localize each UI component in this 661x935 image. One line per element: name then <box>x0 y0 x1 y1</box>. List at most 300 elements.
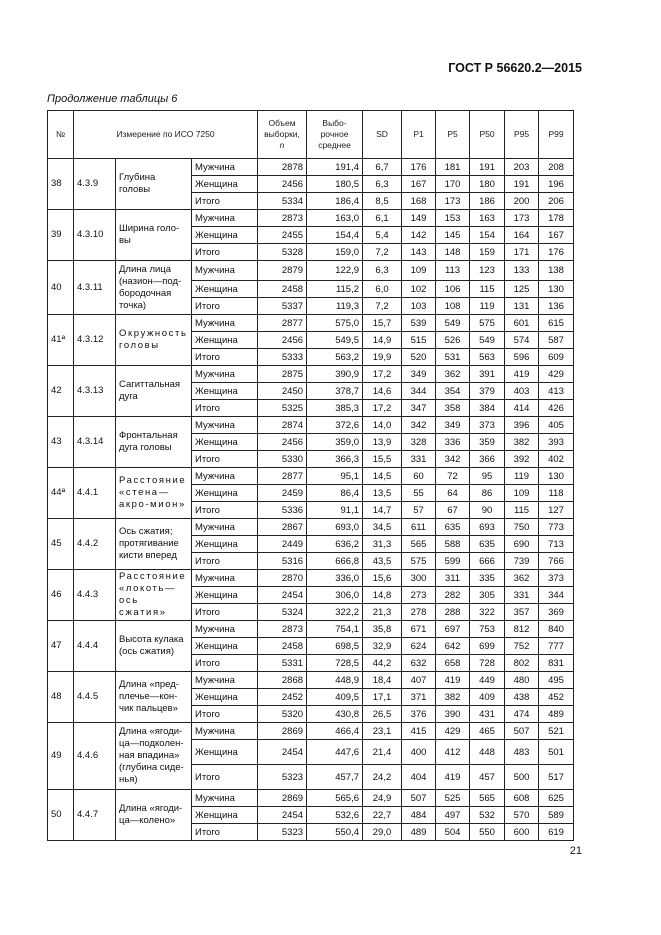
value-mean: 565,6 <box>307 790 363 807</box>
value-p99: 615 <box>539 315 574 332</box>
row-number: 50 <box>48 790 74 841</box>
value-sd: 8,5 <box>363 193 402 210</box>
value-n: 2458 <box>258 638 307 655</box>
value-p95: 396 <box>505 417 539 434</box>
value-sd: 15,7 <box>363 315 402 332</box>
value-p5: 67 <box>436 502 470 519</box>
iso-code: 4.3.14 <box>74 417 116 468</box>
value-p1: 520 <box>402 349 436 366</box>
value-p95: 171 <box>505 244 539 261</box>
value-n: 5328 <box>258 244 307 261</box>
value-mean: 359,0 <box>307 434 363 451</box>
value-p50: 693 <box>470 519 505 536</box>
value-p5: 349 <box>436 417 470 434</box>
value-mean: 322,2 <box>307 604 363 621</box>
value-mean: 457,7 <box>307 765 363 790</box>
col-header-p99: P99 <box>539 111 574 159</box>
value-p99: 713 <box>539 536 574 553</box>
value-p99: 402 <box>539 451 574 468</box>
value-p1: 143 <box>402 244 436 261</box>
value-p1: 60 <box>402 468 436 485</box>
value-mean: 563,2 <box>307 349 363 366</box>
value-p50: 163 <box>470 210 505 227</box>
value-n: 5316 <box>258 553 307 570</box>
value-p1: 632 <box>402 655 436 672</box>
sex-group: Мужчина <box>192 468 258 485</box>
value-mean: 430,8 <box>307 706 363 723</box>
value-n: 2456 <box>258 332 307 349</box>
value-mean: 191,4 <box>307 159 363 176</box>
iso-code: 4.3.10 <box>74 210 116 261</box>
value-p1: 539 <box>402 315 436 332</box>
value-p95: 752 <box>505 638 539 655</box>
value-sd: 24,9 <box>363 790 402 807</box>
value-mean: 575,0 <box>307 315 363 332</box>
value-p5: 599 <box>436 553 470 570</box>
value-p50: 379 <box>470 383 505 400</box>
value-n: 5325 <box>258 400 307 417</box>
value-sd: 13,5 <box>363 485 402 502</box>
value-p95: 164 <box>505 227 539 244</box>
value-sd: 5,4 <box>363 227 402 244</box>
value-p95: 382 <box>505 434 539 451</box>
value-p95: 601 <box>505 315 539 332</box>
sex-group: Женщина <box>192 807 258 824</box>
value-p50: 550 <box>470 824 505 841</box>
col-header-sample-size: Объем выборки, n <box>258 111 307 159</box>
value-n: 2874 <box>258 417 307 434</box>
value-mean: 385,3 <box>307 400 363 417</box>
value-p95: 802 <box>505 655 539 672</box>
value-sd: 14,7 <box>363 502 402 519</box>
value-p5: 72 <box>436 468 470 485</box>
value-p50: 699 <box>470 638 505 655</box>
table-row <box>48 417 574 434</box>
table-row <box>48 159 574 176</box>
value-p1: 611 <box>402 519 436 536</box>
value-p50: 335 <box>470 570 505 587</box>
value-p95: 500 <box>505 765 539 790</box>
col-header-no: № <box>48 111 74 159</box>
sex-group: Женщина <box>192 227 258 244</box>
value-p99: 521 <box>539 723 574 740</box>
sex-group: Женщина <box>192 434 258 451</box>
value-sd: 6,1 <box>363 210 402 227</box>
value-p99: 429 <box>539 366 574 383</box>
iso-code: 4.4.5 <box>74 672 116 723</box>
value-sd: 19,9 <box>363 349 402 366</box>
value-p5: 113 <box>436 261 470 281</box>
value-p99: 393 <box>539 434 574 451</box>
value-p5: 148 <box>436 244 470 261</box>
value-mean: 154,4 <box>307 227 363 244</box>
row-number: 42 <box>48 366 74 417</box>
value-p95: 419 <box>505 366 539 383</box>
value-p50: 635 <box>470 536 505 553</box>
value-p50: 384 <box>470 400 505 417</box>
value-sd: 14,9 <box>363 332 402 349</box>
value-p1: 331 <box>402 451 436 468</box>
value-p99: 344 <box>539 587 574 604</box>
value-p99: 196 <box>539 176 574 193</box>
value-p5: 108 <box>436 298 470 315</box>
value-mean: 336,0 <box>307 570 363 587</box>
value-p99: 489 <box>539 706 574 723</box>
value-p99: 130 <box>539 281 574 298</box>
value-mean: 378,7 <box>307 383 363 400</box>
value-p1: 55 <box>402 485 436 502</box>
value-mean: 728,5 <box>307 655 363 672</box>
row-number: 39 <box>48 210 74 261</box>
value-p50: 90 <box>470 502 505 519</box>
col-header-p50: P50 <box>470 111 505 159</box>
value-p99: 495 <box>539 672 574 689</box>
value-mean: 532,6 <box>307 807 363 824</box>
value-p50: 449 <box>470 672 505 689</box>
sex-group: Мужчина <box>192 315 258 332</box>
value-p50: 563 <box>470 349 505 366</box>
value-p5: 642 <box>436 638 470 655</box>
value-sd: 14,5 <box>363 468 402 485</box>
value-p99: 405 <box>539 417 574 434</box>
value-mean: 666,8 <box>307 553 363 570</box>
value-sd: 44,2 <box>363 655 402 672</box>
value-p5: 697 <box>436 621 470 638</box>
value-p5: 181 <box>436 159 470 176</box>
value-p1: 103 <box>402 298 436 315</box>
measurement-name: Расстояние «локоть—ось сжатия» <box>116 570 192 621</box>
value-p95: 480 <box>505 672 539 689</box>
sex-group: Мужчина <box>192 366 258 383</box>
value-n: 5334 <box>258 193 307 210</box>
value-p95: 133 <box>505 261 539 281</box>
value-p5: 531 <box>436 349 470 366</box>
value-n: 2879 <box>258 261 307 281</box>
iso-code: 4.4.7 <box>74 790 116 841</box>
table-body <box>48 159 574 841</box>
value-mean: 636,2 <box>307 536 363 553</box>
value-p50: 549 <box>470 332 505 349</box>
value-p95: 608 <box>505 790 539 807</box>
sex-group: Мужчина <box>192 672 258 689</box>
value-p5: 390 <box>436 706 470 723</box>
value-n: 5320 <box>258 706 307 723</box>
value-n: 2873 <box>258 210 307 227</box>
value-n: 2877 <box>258 468 307 485</box>
sex-group: Женщина <box>192 689 258 706</box>
value-p95: 109 <box>505 485 539 502</box>
value-p99: 118 <box>539 485 574 502</box>
value-p99: 136 <box>539 298 574 315</box>
value-mean: 91,1 <box>307 502 363 519</box>
sex-group: Мужчина <box>192 790 258 807</box>
table-row <box>48 210 574 227</box>
value-p50: 753 <box>470 621 505 638</box>
value-p50: 359 <box>470 434 505 451</box>
value-p95: 690 <box>505 536 539 553</box>
value-p5: 658 <box>436 655 470 672</box>
value-p99: 127 <box>539 502 574 519</box>
sex-group: Мужчина <box>192 723 258 740</box>
measurement-name: Длина лица (назион—под-бородочная точка) <box>116 261 192 315</box>
value-n: 2873 <box>258 621 307 638</box>
sex-group: Мужчина <box>192 210 258 227</box>
value-p99: 773 <box>539 519 574 536</box>
value-p99: 517 <box>539 765 574 790</box>
value-n: 2449 <box>258 536 307 553</box>
value-p50: 119 <box>470 298 505 315</box>
value-n: 5336 <box>258 502 307 519</box>
value-p1: 371 <box>402 689 436 706</box>
value-n: 2456 <box>258 434 307 451</box>
value-sd: 17,2 <box>363 366 402 383</box>
measurement-name: Сагиттальная дуга <box>116 366 192 417</box>
sex-group: Мужчина <box>192 261 258 281</box>
row-number: 43 <box>48 417 74 468</box>
value-p99: 452 <box>539 689 574 706</box>
value-p50: 191 <box>470 159 505 176</box>
value-sd: 15,5 <box>363 451 402 468</box>
value-p95: 357 <box>505 604 539 621</box>
value-p50: 159 <box>470 244 505 261</box>
value-n: 2870 <box>258 570 307 587</box>
value-n: 2456 <box>258 176 307 193</box>
value-p95: 125 <box>505 281 539 298</box>
sex-group: Мужчина <box>192 621 258 638</box>
value-mean: 366,3 <box>307 451 363 468</box>
value-p50: 532 <box>470 807 505 824</box>
value-n: 2878 <box>258 159 307 176</box>
sex-group: Женщина <box>192 740 258 765</box>
value-p1: 344 <box>402 383 436 400</box>
value-p99: 369 <box>539 604 574 621</box>
row-number: 46 <box>48 570 74 621</box>
value-p50: 322 <box>470 604 505 621</box>
value-mean: 95,1 <box>307 468 363 485</box>
value-p1: 489 <box>402 824 436 841</box>
value-p99: 625 <box>539 790 574 807</box>
anthropometric-table <box>47 110 574 841</box>
value-sd: 7,2 <box>363 298 402 315</box>
value-mean: 186,4 <box>307 193 363 210</box>
iso-code: 4.4.4 <box>74 621 116 672</box>
value-n: 2450 <box>258 383 307 400</box>
sex-group: Итого <box>192 400 258 417</box>
value-mean: 549,5 <box>307 332 363 349</box>
value-n: 2869 <box>258 790 307 807</box>
value-sd: 21,4 <box>363 740 402 765</box>
table-row <box>48 570 574 587</box>
value-n: 2454 <box>258 807 307 824</box>
value-p95: 173 <box>505 210 539 227</box>
sex-group: Итого <box>192 655 258 672</box>
value-mean: 698,5 <box>307 638 363 655</box>
sex-group: Итого <box>192 765 258 790</box>
value-p99: 831 <box>539 655 574 672</box>
table-row <box>48 519 574 536</box>
iso-code: 4.4.3 <box>74 570 116 621</box>
sex-group: Итого <box>192 349 258 366</box>
value-p99: 777 <box>539 638 574 655</box>
sex-group: Женщина <box>192 281 258 298</box>
table-row <box>48 672 574 689</box>
value-p1: 300 <box>402 570 436 587</box>
sex-group: Итого <box>192 553 258 570</box>
row-number: 40 <box>48 261 74 315</box>
value-p5: 153 <box>436 210 470 227</box>
value-p1: 415 <box>402 723 436 740</box>
value-p50: 465 <box>470 723 505 740</box>
table-header-row <box>48 111 574 159</box>
sex-group: Итого <box>192 193 258 210</box>
value-p1: 278 <box>402 604 436 621</box>
page-number: 21 <box>569 845 582 857</box>
value-p5: 419 <box>436 765 470 790</box>
value-p99: 138 <box>539 261 574 281</box>
value-p95: 119 <box>505 468 539 485</box>
value-p1: 515 <box>402 332 436 349</box>
value-p99: 426 <box>539 400 574 417</box>
sex-group: Итого <box>192 244 258 261</box>
document-header: ГОСТ Р 56620.2—2015 <box>448 61 582 75</box>
value-sd: 29,0 <box>363 824 402 841</box>
sex-group: Итого <box>192 298 258 315</box>
value-p50: 457 <box>470 765 505 790</box>
table-row <box>48 261 574 281</box>
value-p1: 671 <box>402 621 436 638</box>
value-p99: 167 <box>539 227 574 244</box>
value-p1: 176 <box>402 159 436 176</box>
value-p1: 575 <box>402 553 436 570</box>
value-p1: 102 <box>402 281 436 298</box>
col-header-p1: P1 <box>402 111 436 159</box>
value-p5: 588 <box>436 536 470 553</box>
value-n: 5323 <box>258 765 307 790</box>
value-n: 2454 <box>258 587 307 604</box>
value-p99: 130 <box>539 468 574 485</box>
value-p95: 507 <box>505 723 539 740</box>
value-p5: 354 <box>436 383 470 400</box>
value-p1: 484 <box>402 807 436 824</box>
value-p5: 311 <box>436 570 470 587</box>
value-n: 2867 <box>258 519 307 536</box>
value-mean: 119,3 <box>307 298 363 315</box>
value-sd: 35,8 <box>363 621 402 638</box>
value-p1: 109 <box>402 261 436 281</box>
table-row <box>48 468 574 485</box>
value-p1: 342 <box>402 417 436 434</box>
value-p95: 739 <box>505 553 539 570</box>
sex-group: Итого <box>192 604 258 621</box>
value-p50: 123 <box>470 261 505 281</box>
measurement-name: Ширина голо-вы <box>116 210 192 261</box>
value-sd: 6,0 <box>363 281 402 298</box>
measurement-name: Окружность головы <box>116 315 192 366</box>
value-p95: 596 <box>505 349 539 366</box>
value-p50: 565 <box>470 790 505 807</box>
value-mean: 163,0 <box>307 210 363 227</box>
value-p5: 504 <box>436 824 470 841</box>
value-n: 5337 <box>258 298 307 315</box>
value-n: 5323 <box>258 824 307 841</box>
value-sd: 18,4 <box>363 672 402 689</box>
value-p99: 178 <box>539 210 574 227</box>
measurement-name: Длина «ягоди-ца—подколен-ная впадина» (глубина сиде-нья) <box>116 723 192 790</box>
value-sd: 13,9 <box>363 434 402 451</box>
sex-group: Мужчина <box>192 570 258 587</box>
value-p5: 497 <box>436 807 470 824</box>
value-mean: 448,9 <box>307 672 363 689</box>
iso-code: 4.3.11 <box>74 261 116 315</box>
value-p50: 728 <box>470 655 505 672</box>
measurement-name: Фронтальная дуга головы <box>116 417 192 468</box>
table-row <box>48 315 574 332</box>
value-p1: 149 <box>402 210 436 227</box>
value-mean: 550,4 <box>307 824 363 841</box>
value-p95: 750 <box>505 519 539 536</box>
row-number: 41ª <box>48 315 74 366</box>
value-p5: 336 <box>436 434 470 451</box>
table-row <box>48 366 574 383</box>
value-sd: 14,8 <box>363 587 402 604</box>
value-p1: 167 <box>402 176 436 193</box>
value-n: 5331 <box>258 655 307 672</box>
value-p1: 142 <box>402 227 436 244</box>
value-p50: 373 <box>470 417 505 434</box>
value-p5: 282 <box>436 587 470 604</box>
value-p95: 131 <box>505 298 539 315</box>
value-p95: 483 <box>505 740 539 765</box>
value-n: 2454 <box>258 740 307 765</box>
value-p1: 407 <box>402 672 436 689</box>
value-p95: 570 <box>505 807 539 824</box>
value-p95: 812 <box>505 621 539 638</box>
value-mean: 180,5 <box>307 176 363 193</box>
value-sd: 32,9 <box>363 638 402 655</box>
value-p5: 64 <box>436 485 470 502</box>
value-p5: 106 <box>436 281 470 298</box>
value-p50: 154 <box>470 227 505 244</box>
value-p95: 331 <box>505 587 539 604</box>
sex-group: Мужчина <box>192 417 258 434</box>
col-header-p95: P95 <box>505 111 539 159</box>
value-sd: 6,3 <box>363 176 402 193</box>
value-sd: 43,5 <box>363 553 402 570</box>
value-p99: 206 <box>539 193 574 210</box>
value-p95: 403 <box>505 383 539 400</box>
value-p1: 624 <box>402 638 436 655</box>
row-number: 38 <box>48 159 74 210</box>
value-p99: 619 <box>539 824 574 841</box>
value-mean: 306,0 <box>307 587 363 604</box>
value-sd: 14,6 <box>363 383 402 400</box>
value-n: 2458 <box>258 281 307 298</box>
value-p1: 565 <box>402 536 436 553</box>
value-p50: 86 <box>470 485 505 502</box>
value-p95: 200 <box>505 193 539 210</box>
value-p95: 362 <box>505 570 539 587</box>
value-p5: 419 <box>436 672 470 689</box>
value-p5: 358 <box>436 400 470 417</box>
value-p50: 409 <box>470 689 505 706</box>
value-sd: 17,2 <box>363 400 402 417</box>
value-p5: 288 <box>436 604 470 621</box>
value-p1: 57 <box>402 502 436 519</box>
col-header-measurement: Измерение по ИСО 7250 <box>74 111 258 159</box>
value-sd: 26,5 <box>363 706 402 723</box>
value-sd: 31,3 <box>363 536 402 553</box>
value-p99: 587 <box>539 332 574 349</box>
